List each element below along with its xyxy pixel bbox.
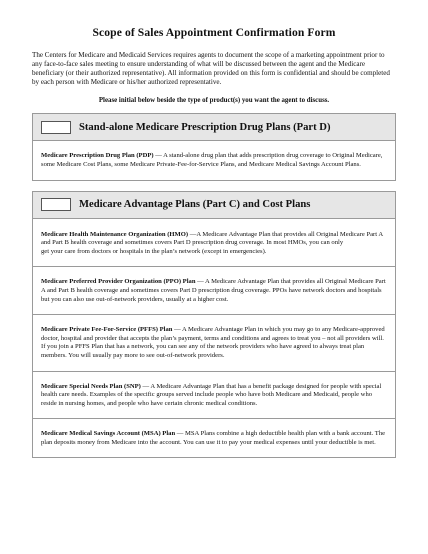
ppo-description xyxy=(32,267,396,315)
initial-box-pdp[interactable] xyxy=(41,121,71,134)
snp-description xyxy=(32,372,396,420)
ppo-item xyxy=(41,278,387,304)
section-title-ma: Medicare Advantage Plans (Part C) and Cost Plans xyxy=(79,199,311,211)
pffs-description xyxy=(32,315,396,371)
pdp-description xyxy=(32,141,396,180)
pdp-term: Medicare Prescription Drug Plan (PDP) xyxy=(41,152,154,160)
section-header-pdp xyxy=(32,113,396,141)
hmo-term: Medicare Health Maintenance Organization (HMO) xyxy=(41,230,189,238)
instruction-text: Please initial below beside the type of product(s) you want the agent to discuss. xyxy=(98,97,330,105)
ppo-text: — A Medicare Advantage Plan that provides all Original Medicare Part A and Part B health coverage and sometimes covers Part D prescription drug coverage. PPOs have network doctors and hospitals but you can also use out-of-network providers, usually at a higher cost. xyxy=(41,278,386,303)
msa-text: — MSA Plans combine a high deductible health plan with a bank account. The plan deposits money from Medicare into the account. You can use it to pay your medical expenses until your deductible is met. xyxy=(41,430,386,446)
pffs-term: Medicare Private Fee-For-Service (PFFS) Plan xyxy=(41,326,173,334)
snp-term: Medicare Special Needs Plan (SNP) xyxy=(41,382,141,390)
msa-item xyxy=(41,430,387,447)
intro-paragraph: The Centers for Medicare and Medicaid Services requires agents to document the scope of a marketing appointment prior to any face-to-face sales meeting to ensure understanding of what will be discussed between the agent and the Medicare beneficiary (or their authorized representative). All information provided on this form is confidential and should be completed by each person with Medicare or his/her authorized representative. xyxy=(32,51,390,87)
pffs-item xyxy=(41,326,387,360)
snp-item xyxy=(41,383,387,409)
snp-text: — A Medicare Advantage Plan that has a benefit package designed for people with special health care needs. Examples of the specific groups served include people who have both Medicare and Medicaid, people who reside in nursing homes, and people who have certain chronic medical conditions. xyxy=(41,382,382,407)
section-header-ma xyxy=(32,191,396,219)
ppo-term: Medicare Preferred Provider Organization (PPO) Plan xyxy=(41,278,196,286)
msa-term: Medicare Medical Savings Account (MSA) Plan xyxy=(41,430,176,438)
pffs-text: — A Medicare Advantage Plan in which you may go to any Medicare-approved doctor, hospital and provider that accepts the plan’s payment, terms and conditions and agrees to treat you – not all providers will. If you join a PFFS Plan that has a network, you can see any of the network providers who have agreed to always treat plan members. You will usually pay more to see out-of-network providers. xyxy=(41,326,385,359)
pdp-item xyxy=(41,152,387,169)
hmo-item xyxy=(41,231,387,257)
msa-description xyxy=(32,419,396,458)
section-title-pdp: Stand-alone Medicare Prescription Drug Plans (Part D) xyxy=(79,121,331,133)
pdp-text: — A stand-alone drug plan that adds prescription drug coverage to Original Medicare, some Medicare Cost Plans, some Medicare Private-Fee-for-Service Plans, and Medicare Medical Savings Account Plans. xyxy=(41,152,383,168)
hmo-description xyxy=(32,219,396,268)
hmo-text-continued: get your care from doctors or hospitals in the plan’s network (except in emergencies). xyxy=(41,247,267,255)
hmo-text: —A Medicare Advantage Plan that provides all Original Medicare Part A and Part B health coverage and sometimes covers Part D prescription drug coverage. In most HMOs, you can only xyxy=(41,230,383,247)
initial-box-ma[interactable] xyxy=(41,198,71,211)
form-title: Scope of Sales Appointment Confirmation Form xyxy=(92,26,336,39)
